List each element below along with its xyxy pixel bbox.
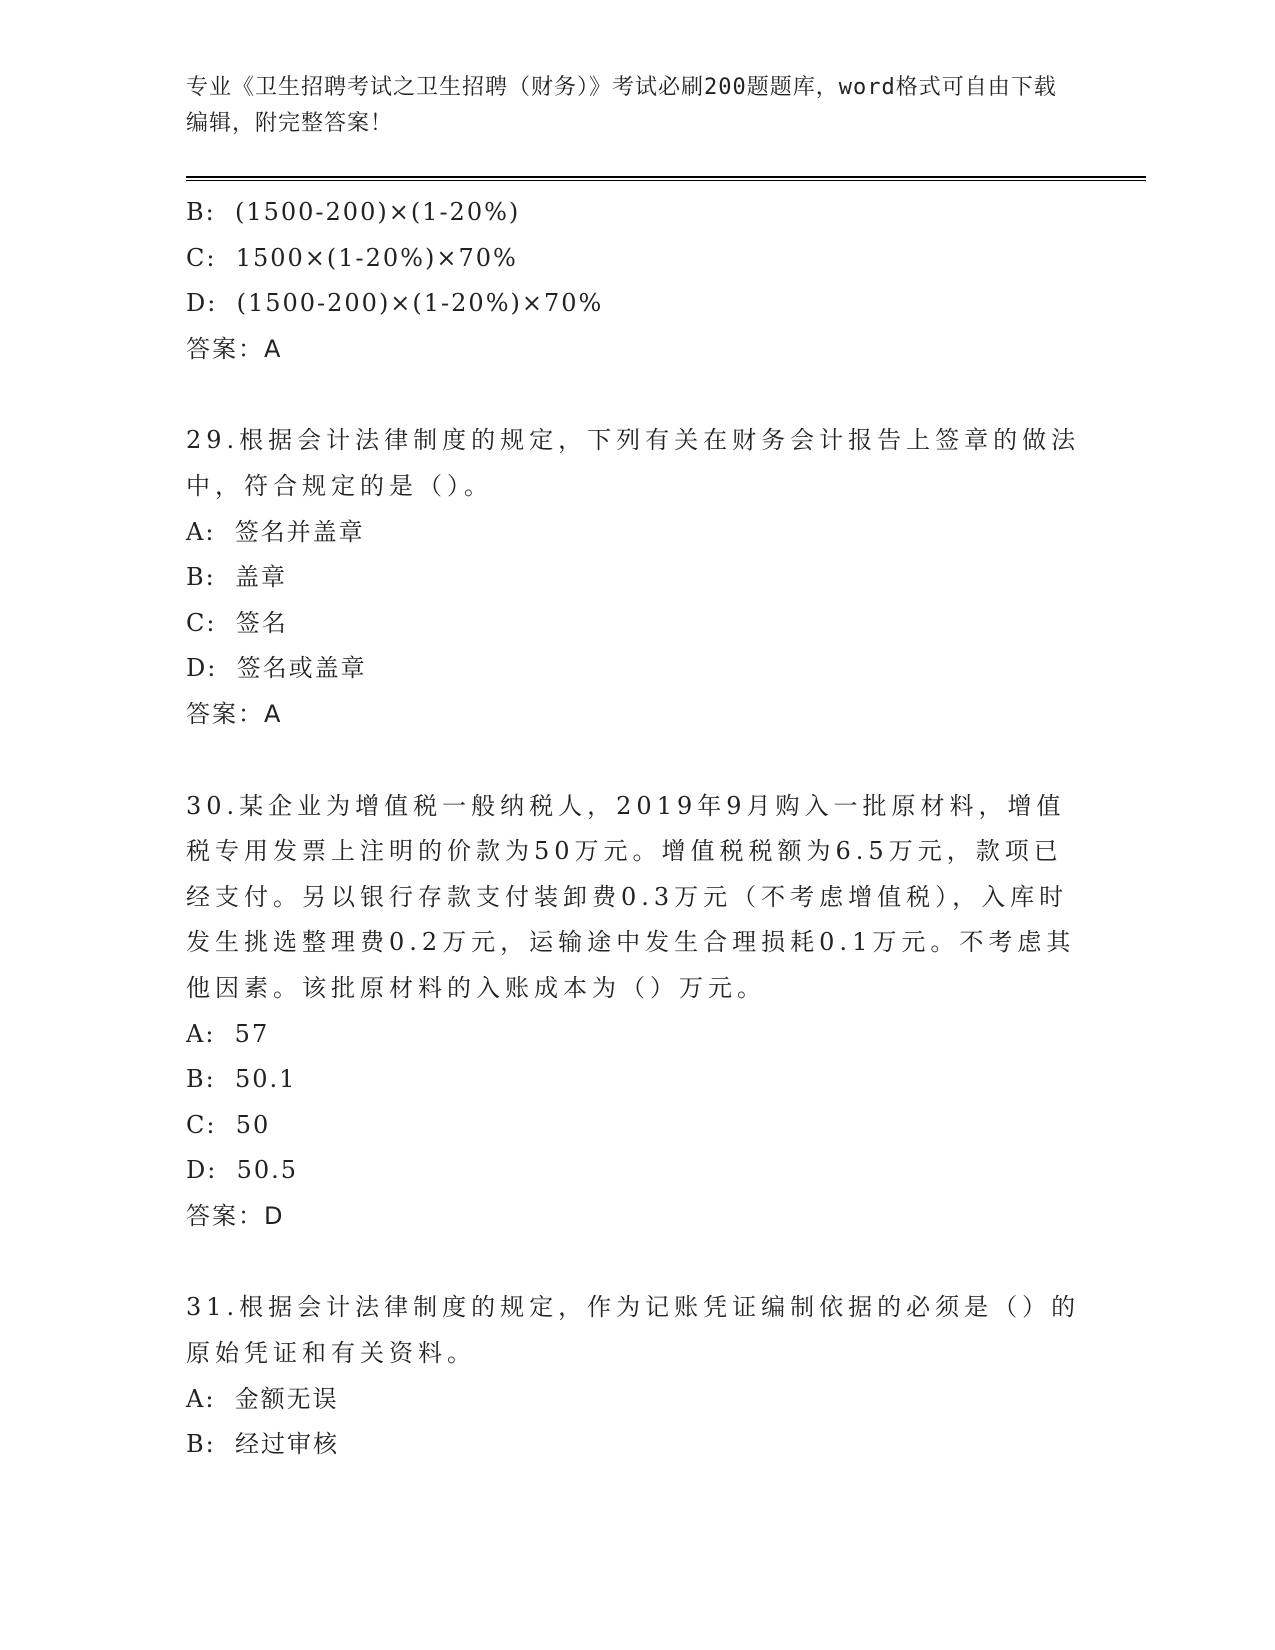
- question-stem: 30.某企业为增值税一般纳税人，2019年9月购入一批原材料，增值税专用发票上注明的价款为50万元。增值税税额为6.5万元，款项已经支付。另以银行存款支付装卸费0.3万元（不考虑增值税），入库时发生挑选整理费0.2万元，运输途中发生合理损耗0.1万元。不考虑其他因素。该批原材料的入账成本为（）万元。: [186, 791, 1076, 1002]
- question-stem: 29.根据会计法律制度的规定，下列有关在财务会计报告上签章的做法中，符合规定的是（）。: [186, 426, 1081, 500]
- option-d: D: 50.5: [186, 1156, 299, 1185]
- answer-label: 答案：A: [186, 699, 283, 728]
- question-31: [186, 1285, 1086, 1467]
- option-a: A: 金额无误: [186, 1384, 339, 1413]
- page-header-title: 专业《卫生招聘考试之卫生招聘（财务）》考试必刷200题题库，word格式可自由下载编辑，附完整答案！: [186, 75, 1057, 136]
- answer-label: 答案：A: [186, 334, 283, 363]
- option-b: B: (1500-200)×(1-20%): [186, 198, 521, 226]
- option-a: A: 签名并盖章: [186, 517, 365, 546]
- option-a: A: 57: [186, 1019, 270, 1048]
- questions-content: [186, 190, 1086, 1468]
- option-b: B: 经过审核: [186, 1430, 339, 1459]
- option-c: C: 签名: [186, 608, 288, 637]
- option-b: B: 盖章: [186, 563, 287, 592]
- header-divider-thin: [186, 180, 1146, 181]
- option-d: D: 签名或盖章: [186, 654, 367, 683]
- option-d: D: (1500-200)×(1-20%)×70%: [186, 289, 604, 318]
- option-c: C: 50: [186, 1110, 271, 1139]
- question-29: [186, 418, 1086, 737]
- header-divider: [186, 176, 1146, 178]
- answer-label: 答案：D: [186, 1201, 285, 1230]
- question-stem: 31.根据会计法律制度的规定，作为记账凭证编制依据的必须是（）的原始凭证和有关资料。: [186, 1293, 1081, 1368]
- option-c: C: 1500×(1-20%)×70%: [186, 243, 518, 272]
- question-30: [186, 784, 1086, 1240]
- question-28-continued: [186, 190, 1086, 372]
- option-b: B: 50.1: [186, 1065, 297, 1094]
